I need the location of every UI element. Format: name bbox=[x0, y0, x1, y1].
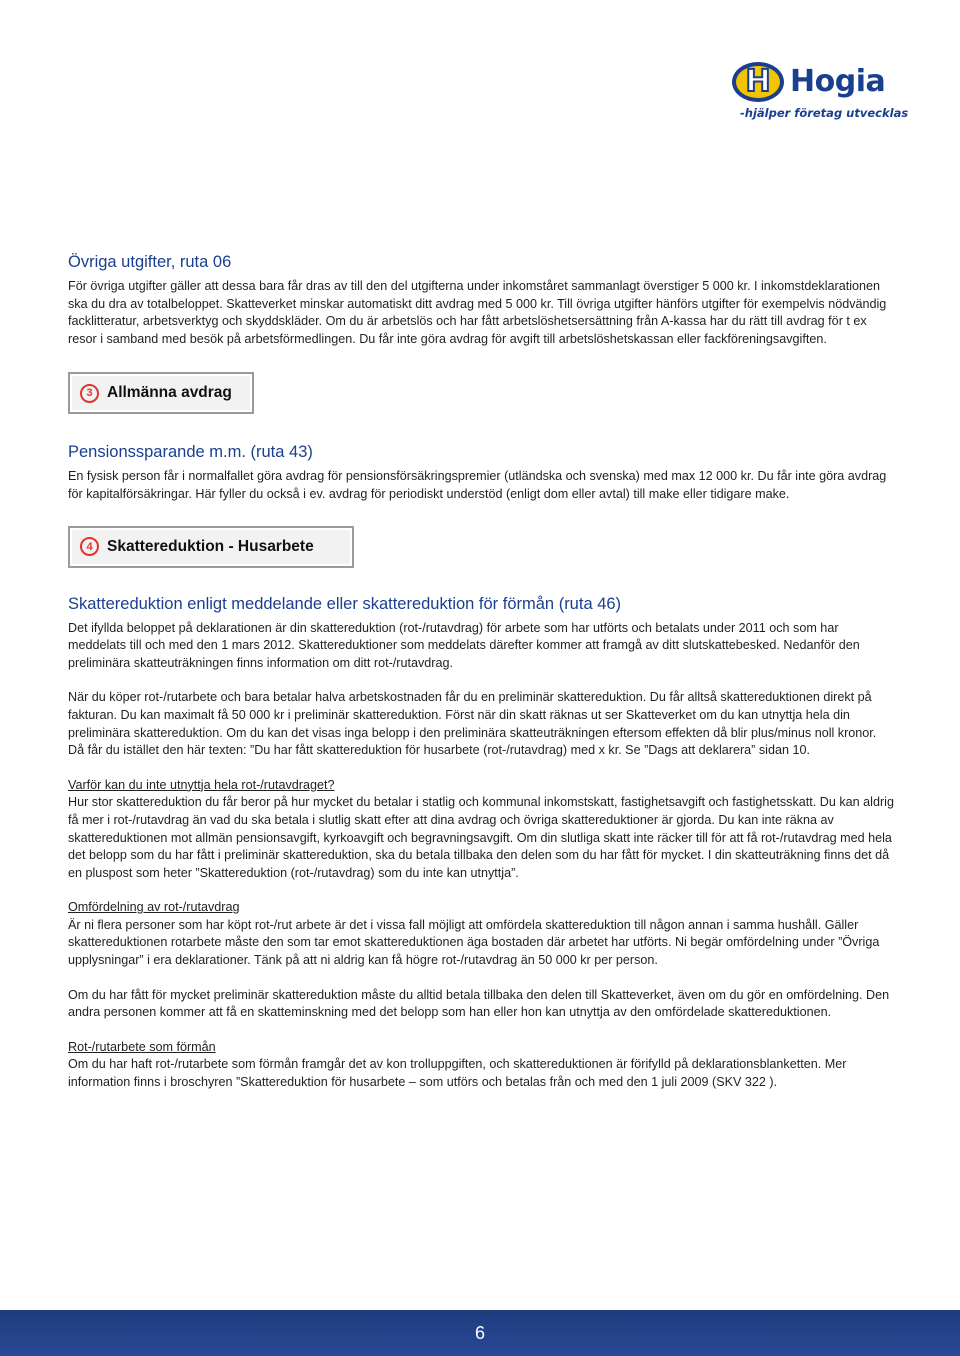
number-badge: 3 bbox=[80, 384, 99, 403]
section-paragraph: Om du har fått för mycket preliminär skattereduktion måste du alltid betala tillbaka den delen till Skatteverket, även om du gör en omfördelning. Den andra personen kommer att få en skatteminskning med det belopp som han eller hon kan utnyttja av den omfördelade skattereduktionen. bbox=[68, 987, 890, 1020]
section-paragraph: Om du har haft rot-/rutarbete som förmån framgår det av kon trolluppgiften, och skattereduktionen är förifylld på deklarationsblanketten. Mer information finns i broschyren ”Skattereduktion för husarbete – som utförs och betalas från och med den 1 juli 2009 (SKV 322 ). bbox=[68, 1057, 847, 1090]
form-box-label: Allmänna avdrag bbox=[107, 384, 232, 402]
section-paragraph: När du köper rot-/rutarbete och bara betalar halva arbetskostnaden får du en preliminär skattereduktion. Du får alltså skattereduktionen direkt på fakturan. Du kan maximalt få 50 000 kr i preliminär skattereduktion. Först när din skatt räknas ut ser Skatteverket om du kan utnyttja hela din preliminära skattereduktion. Om du kan det visas inga belopp i den preliminära skatteuträkningen eftersom effekten då blir plus/minus noll kronor. Då får du istället den här texten: ”Du har fått skattereduktion för husarbete (rot-/rutavdrag) med x kr. Se ”Dags att deklarera” sidan 10. bbox=[68, 690, 877, 758]
form-box-allmanna-avdrag bbox=[68, 372, 254, 414]
page-number: 6 bbox=[474, 1322, 485, 1343]
logo-tagline: -hjälper företag utvecklas bbox=[740, 106, 909, 120]
section-heading-skattereduktion: Skattereduktion enligt meddelande eller skattereduktion för förmån (ruta 46) bbox=[68, 594, 622, 613]
section-paragraph: Hur stor skattereduktion du får beror på hur mycket du betalar i statlig och kommunal inkomstskatt, fastighetsavgift och fastighetsskatt. Du kan aldrig få mer i rot-/rutavdrag än vad du ska betala i slutlig skatt efter att dina avdrag och övriga skattereduktioner är gjorda. Du kan inte räkna av skattereduktionen mot allmän pensionsavgift, kyrkoavgift och begravningsavgift. Om din slutliga skatt inte räcker till för att få rot-/rutavdrag med hela det belopp som du har fått i preliminär skattereduktion, ska du betala tillbaka den delen som du har fått för mycket. I din skatteuträkning finns det då en pluspost som heter ”Skattereduktion (rot-/rutavdrag) som du inte kan utnyttja”. bbox=[68, 795, 894, 880]
logo-row bbox=[732, 58, 885, 106]
subheading-varfor: Varför kan du inte utnyttja hela rot-/rutavdraget? bbox=[68, 777, 335, 792]
section-paragraph: För övriga utgifter gäller att dessa bara får dras av till den del utgifterna under inkomståret sammanlagt överstiger 5 000 kr. I inkomstdeklarationen ska du dra av totalbeloppet. Skatteverket minskar automatiskt ditt avdrag med 5 000 kr. Till övriga utgifter hänförs utgifter för exempelvis nödvändig facklitteratur, arbetsverktyg och skyddskläder. Om du är arbetslös och har fått arbetslöshetsersättning från A-kassa har du rätt till avdrag för t ex resor i samband med besök på arbetsförmedlingen. Du får inte göra avdrag för avgift till arbetslöshetskassan eller fackföreningsavgiften. bbox=[68, 279, 887, 346]
section-paragraph: En fysisk person får i normalfallet göra avdrag för pensionsförsäkringspremier (utländska och svenska) med max 12 000 kr. Du får inte göra avdrag för kapitalförsäkringar. Här fyller du också i ev. avdrag för periodiskt understöd (enligt dom eller avtal) till make eller tidigare make. bbox=[68, 469, 887, 501]
form-box-skattereduktion-husarbete bbox=[68, 526, 354, 568]
subheading-formån: Rot-/rutarbete som förmån bbox=[68, 1039, 216, 1054]
section-heading-pensionssparande: Pensionssparande m.m. (ruta 43) bbox=[68, 443, 313, 462]
section-paragraph: Är ni flera personer som har köpt rot-/rut arbete är det i vissa fall möjligt att omfördela skattereduktion till någon annan i samma hushåll. Gäller skattereduktionen rotarbete måste den som tar emot skattereduktionen äga bostaden där arbetet har utförts. Ni begär omfördelning under ”Övriga upplysningar” i era deklarationer. Tänk på att ni aldrig kan få högre rot-/rutavdrag än 50 000 kr per person. bbox=[68, 917, 880, 968]
footer-bar bbox=[0, 1310, 960, 1356]
hogia-logo bbox=[732, 58, 909, 128]
logo-wordmark: Hogia bbox=[790, 64, 886, 99]
section-paragraph: Det ifyllda beloppet på deklarationen är din skattereduktion (rot-/rutavdrag) för arbete som har utförts och betalats under 2011 och som har meddelats till och med den 1 mars 2012. Skattereduktioner som meddelats därefter kommer att framgå av ditt slutskattebesked. Nedanför den preliminära skatteuträkningen finns information om ditt rot-/rutavdrag. bbox=[68, 620, 860, 670]
logo-h-letter: H bbox=[745, 64, 771, 99]
subheading-omfordelning: Omfördelning av rot-/rutavdrag bbox=[68, 900, 240, 915]
page-content bbox=[68, 252, 894, 1092]
form-box-label: Skattereduktion - Husarbete bbox=[107, 537, 314, 555]
number-badge: 4 bbox=[80, 537, 99, 556]
hogia-logo-mark bbox=[732, 62, 784, 102]
section-heading-ovriga-utgifter: Övriga utgifter, ruta 06 bbox=[68, 253, 232, 271]
